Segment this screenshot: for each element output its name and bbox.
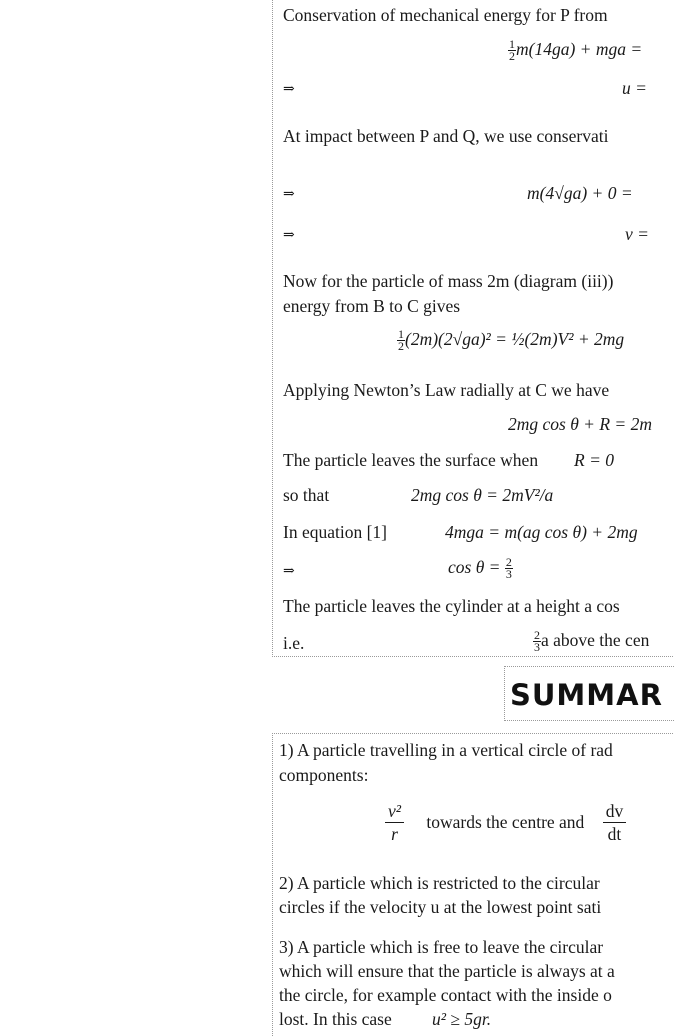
in-equation-label: In equation [1] (283, 522, 387, 542)
summary-point-3: 3) A particle which is free to leave the circular (279, 937, 604, 957)
radial-equation: 2mg cos θ + R = 2m (508, 414, 653, 434)
v-equation: v = (625, 224, 649, 244)
fraction-dv-over-dt: $\frac{dv}{dt}$ (603, 800, 627, 845)
momentum-equation: m(4√ga) + 0 = (527, 183, 633, 203)
height-result: $\frac{2}{3}$ a above the cen (534, 628, 650, 655)
fraction-v2-over-r: $\frac{\text{v²}}{r}$ (385, 800, 404, 845)
text-line: Applying Newton’s Law radially at C we have (283, 380, 610, 400)
implies-arrow: ⇒ (283, 187, 295, 202)
text-line: Conservation of mechanical energy for P from (283, 5, 608, 25)
text-line: the circle, for example contact with the inside o (279, 985, 612, 1005)
text-line: lost. In this case (279, 1009, 392, 1029)
acceleration-components (385, 800, 626, 845)
speed-condition: u² ≥ 5gr. (432, 1009, 492, 1029)
fraction-half: $\frac{1}{2}$ (509, 37, 515, 64)
ie-label: i.e. (283, 633, 305, 653)
summary-heading: SUMMAR (510, 678, 663, 712)
r-zero-condition: R = 0 (574, 450, 614, 470)
text-line: Now for the particle of mass 2m (diagram (iii)) (283, 271, 614, 291)
implies-arrow: ⇒ (283, 82, 295, 97)
summary-point-2: 2) A particle which is restricted to the circular (279, 873, 600, 893)
implies-arrow: ⇒ (283, 564, 295, 579)
text-line: energy from B to C gives (283, 296, 461, 316)
fraction-two-thirds: $\frac{2}{3}$ (505, 555, 512, 582)
text-line: At impact between P and Q, we use conservati (283, 126, 609, 146)
text-fragment: towards the centre and (426, 812, 585, 832)
so-that-equation: 2mg cos θ = 2mV²/a (411, 485, 554, 505)
so-that-label: so that (283, 485, 330, 505)
summary-point-1: 1) A particle travelling in a vertical circle of rad (279, 740, 613, 760)
fraction-half: $\frac{1}{2}$ (398, 327, 404, 354)
in-equation-expression: 4mga = m(ag cos θ) + 2mg (445, 522, 638, 542)
bc-energy-equation: $\frac{1}{2}$ (2m)(2√ga)² = ½(2m)V² + 2mg (398, 327, 625, 354)
text-line: which will ensure that the particle is always at a (279, 961, 615, 981)
fraction-two-thirds: $\frac{2}{3}$ (534, 628, 540, 655)
text-line: The particle leaves the surface when (283, 450, 539, 470)
u-equation: u = (622, 78, 647, 98)
text-line: components: (279, 765, 369, 785)
implies-arrow: ⇒ (283, 228, 295, 243)
text-line: The particle leaves the cylinder at a height a cos (283, 596, 620, 616)
cos-theta-result: cos θ = $\frac{2}{3}$ (448, 555, 512, 582)
text-line: circles if the velocity u at the lowest point sati (279, 897, 602, 917)
energy-equation: $\frac{1}{2}$ m(14ga) + mga = (509, 37, 643, 64)
